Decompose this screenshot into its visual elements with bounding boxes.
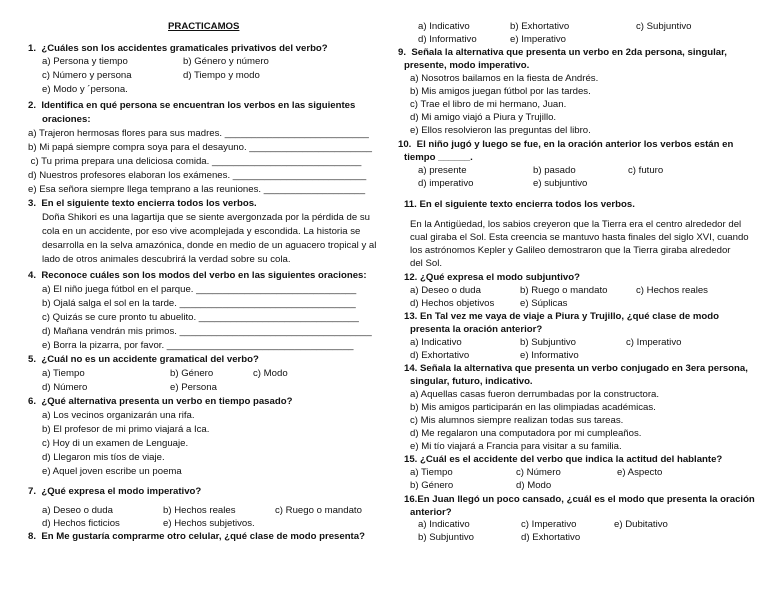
question-15: 15. ¿Cuál es el accidente del verbo que indica la actitud del hablante? [404,454,723,465]
q4-item-d: d) Mañana vendrán mis primos. ____________________________________ [42,326,372,337]
q12-option-a: a) Deseo o duda [410,285,481,296]
q14-item-c: c) Mis alumnos siempre realizan todas sus tareas. [410,415,624,426]
q5-option-e: e) Persona [170,382,217,393]
q2-item-e: e) Esa señora siempre llega temprano a las reuniones. ___________________ [28,184,366,195]
q7-option-c: c) Ruego o mandato [275,505,362,516]
q15-option-a: a) Tiempo [410,467,453,478]
q4-item-b: b) Ojalá salga el sol en la tarde. _________________________________ [42,298,356,309]
q15-option-b: b) Género [410,480,454,491]
q3-text-line: desarrolla en la selva amazónica, donde en medio de un aguacero tropical y al [42,240,377,251]
q1-option-d: d) Tiempo y modo [183,70,260,81]
question-6: 6. ¿Qué alternativa presenta un verbo en tiempo pasado? [28,396,293,407]
q6-item-a: a) Los vecinos organizarán una rifa. [42,410,195,421]
q14-item-b: b) Mis amigos participarán en las olimpiadas académicas. [410,402,656,413]
question-13: 13. En Tal vez me vaya de viaje a Piura y Trujillo, ¿qué clase de modo [404,311,719,322]
q14-item-e: e) Mi tío viajará a Francia para visitar a su familia. [410,441,622,452]
q14-item-a: a) Aquellas casas fueron derrumbadas por la constructora. [410,389,660,400]
q9-item-b: b) Mis amigos juegan fútbol por las tardes. [410,86,591,97]
q10-option-e: e) subjuntivo [533,178,588,189]
q7-option-a: a) Deseo o duda [42,505,113,516]
q1-option-b: b) Género y número [183,56,269,67]
q5-option-c: c) Modo [253,368,288,379]
q15-option-d: d) Modo [516,480,552,491]
question-10-cont: tiempo ______. [404,152,473,163]
q13-option-d: d) Exhortativo [410,350,470,361]
question-7: 7. ¿Qué expresa el modo imperativo? [28,486,202,497]
q9-item-e: e) Ellos resolvieron las preguntas del libro. [410,125,591,136]
q10-option-b: b) pasado [533,165,576,176]
q4-item-e: e) Borra la pizarra, por favor. ___________________________________ [42,340,354,351]
q11-text-line: los astrónomos Kepler y Galileo demostraron que la Tierra giraba alrededor [410,245,731,256]
q16-option-c: c) Imperativo [521,519,577,530]
question-16: 16.En Juan llegó un poco cansado, ¿cuál es el modo que presenta la oración [404,494,755,505]
q12-option-e: e) Súplicas [520,298,568,309]
question-4: 4. Reconoce cuáles son los modos del verbo en las siguientes oraciones: [28,270,367,281]
q8-option-a: a) Indicativo [418,21,470,32]
q6-item-c: c) Hoy di un examen de Lenguaje. [42,438,189,449]
question-2-cont: oraciones: [42,114,91,125]
question-8: 8. En Me gustaría comprarme otro celular, ¿qué clase de modo presenta? [28,531,365,542]
q8-option-d: d) Informativo [418,34,477,45]
q4-item-c: c) Quizás se cure pronto tu abuelito. ______________________________ [42,312,359,323]
q16-option-e: e) Dubitativo [614,519,668,530]
q7-option-e: e) Hechos subjetivos. [163,518,255,529]
q8-option-b: b) Exhortativo [510,21,570,32]
q16-option-a: a) Indicativo [418,519,470,530]
q5-option-d: d) Número [42,382,88,393]
q10-option-c: c) futuro [628,165,664,176]
question-12: 12. ¿Qué expresa el modo subjuntivo? [404,272,580,283]
q2-item-a: a) Trajeron hermosas flores para sus madres. ___________________________ [28,128,369,139]
q12-option-d: d) Hechos objetivos [410,298,495,309]
question-2: 2. Identifica en qué persona se encuentran los verbos en las siguientes [28,100,356,111]
q1-option-c: c) Número y persona [42,70,132,81]
question-13-cont: presenta la oración anterior? [410,324,543,335]
q8-option-e: e) Imperativo [510,34,566,45]
q5-option-b: b) Género [170,368,214,379]
q13-option-e: e) Informativo [520,350,579,361]
q6-item-d: d) Llegaron mis tíos de viaje. [42,452,165,463]
q4-item-a: a) El niño juega fútbol en el parque. ______________________________ [42,284,357,295]
q7-option-d: d) Hechos ficticios [42,518,120,529]
q2-item-c: c) Tu prima prepara una deliciosa comida. ____________________________ [28,156,362,167]
question-5: 5. ¿Cuál no es un accidente gramatical del verbo? [28,354,259,365]
q15-option-e: e) Aspecto [617,467,663,478]
q13-option-b: b) Subjuntivo [520,337,576,348]
q11-text-line: cual giraba el Sol. Esta creencia se mantuvo hasta finales del siglo XVI, cuando [410,232,749,243]
q3-text-line: lado de otros animales descubrirá la verdad sobre su cola. [42,254,291,265]
question-3: 3. En el siguiente texto encierra todos los verbos. [28,198,257,209]
q15-option-c: c) Número [516,467,561,478]
question-10: 10. El niño jugó y luego se fue, en la oración anterior los verbos están en [398,139,734,150]
q5-option-a: a) Tiempo [42,368,85,379]
q9-item-d: d) Mi amigo viajó a Piura y Trujillo. [410,112,557,123]
q11-text-line: En la Antigüedad, los sabios creyeron que la Tierra era el centro alrededor del [410,219,742,230]
q8-option-c: c) Subjuntivo [636,21,692,32]
q10-option-d: d) imperativo [418,178,474,189]
q16-option-b: b) Subjuntivo [418,532,474,543]
question-11: 11. En el siguiente texto encierra todos los verbos. [404,199,635,210]
question-9-cont: presente, modo imperativo. [404,60,530,71]
q7-option-b: b) Hechos reales [163,505,236,516]
question-14: 14. Señala la alternativa que presenta un verbo conjugado en 3era persona, [404,363,748,374]
question-1: 1. ¿Cuáles son los accidentes gramaticales privativos del verbo? [28,43,328,54]
q16-option-d: d) Exhortativo [521,532,581,543]
question-9: 9. Señala la alternativa que presenta un verbo en 2da persona, singular, [398,47,727,58]
q6-item-e: e) Aquel joven escribe un poema [42,466,182,477]
q3-text-line: cola en un accidente, por eso vive acomplejada y escondida. La historia se [42,226,361,237]
q13-option-a: a) Indicativo [410,337,462,348]
q12-option-b: b) Ruego o mandato [520,285,608,296]
q1-option-a: a) Persona y tiempo [42,56,128,67]
q12-option-c: c) Hechos reales [636,285,708,296]
q6-item-b: b) El profesor de mi primo viajará a Ica. [42,424,210,435]
q2-item-d: d) Nuestros profesores elaboran los exámenes. _________________________ [28,170,367,181]
question-16-cont: anterior? [410,507,452,518]
q11-text-line: del Sol. [410,258,442,269]
q2-item-b: b) Mi papá siempre compra soya para el desayuno. _______________________ [28,142,373,153]
q14-item-d: d) Me regalaron una computadora por mi cumpleaños. [410,428,642,439]
q10-option-a: a) presente [418,165,467,176]
q9-item-c: c) Trae el libro de mi hermano, Juan. [410,99,567,110]
page-title: PRACTICAMOS [168,21,240,32]
question-14-cont: singular, futuro, indicativo. [410,376,533,387]
q1-option-e: e) Modo y ´persona. [42,84,128,95]
q9-item-a: a) Nosotros bailamos en la fiesta de Andrés. [410,73,599,84]
q13-option-c: c) Imperativo [626,337,682,348]
q3-text-line: Doña Shikori es una lagartija que se siente avergonzada por la pérdida de su [42,212,371,223]
